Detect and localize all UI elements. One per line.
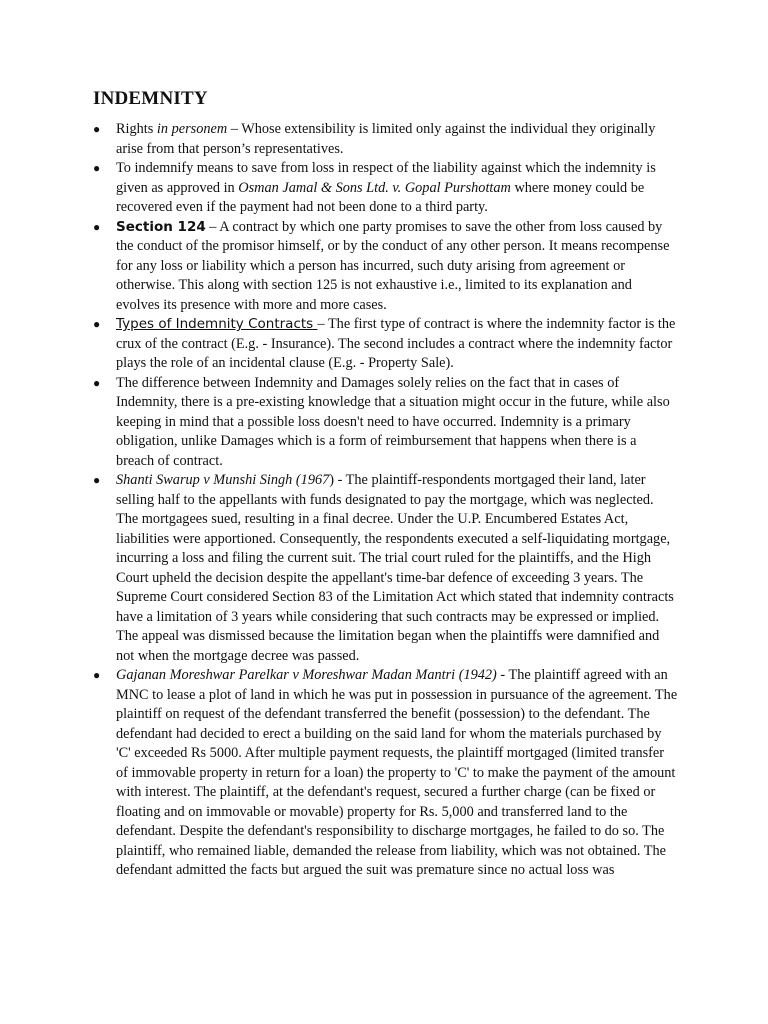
bullet-icon: ● (93, 668, 101, 682)
list-item (93, 315, 678, 374)
bullet-icon: ● (93, 122, 101, 136)
case-citation: Shanti Swarup v Munshi Singh (1967 (116, 472, 330, 488)
item-emphasis: in personem (156, 121, 228, 137)
item-text: where money could be recovered even if the payment had not been done to a third party. (116, 179, 645, 215)
item-text: ) - The plaintiff-respondents mortgaged their land, later selling half to the appellants with funds designated to pay the mortgage, which was neglected. The mortgagees sued, resulting in a final decree. Under the U.P. Encumbered Estates Act, liabilities were apportioned. Consequently, the respondents executed a self-liquidating mortgage, incurring a loss and filing the current suit. The trial court ruled for the plaintiffs, and the High Court upheld the decision despite the appellant's time-bar defence of exceeding 3 years. The Supreme Court considered Section 83 of the Limitation Act which stated that indemnity contracts have a limitation of 3 years while considering that such contracts may be expressed or implied. The appeal was dismissed because the limitation began when the plaintiffs were damnified and not when the mortgage decree was passed. (116, 472, 674, 664)
list-item (93, 374, 678, 472)
list-item (93, 218, 678, 316)
list-item (93, 471, 678, 666)
list-item (93, 120, 678, 159)
item-text: – The first type of contract is where the indemnity factor is the crux of the contract (E.g. - Insurance). The second includes a contract where the indemnity factor plays the role of an incidental clause (E.g. - Property Sale). (116, 316, 676, 371)
page-title: INDEMNITY (93, 88, 208, 109)
list-item (93, 159, 678, 218)
list-item (93, 666, 678, 881)
bullet-icon: ● (93, 317, 101, 331)
item-text: To indemnify means to save from loss in respect of the liability against which the indemnity is given as approved in (116, 160, 656, 196)
bullet-icon: ● (93, 161, 101, 175)
item-text: Rights (116, 121, 157, 137)
item-text: - The plaintiff agreed with an MNC to lease a plot of land in which he was put in possession in pursuance of the agreement. The plaintiff on request of the defendant transferred the benefit (possession) to the defendant. The defendant had decided to erect a building on the said land for whom the materials purchased by 'C' exceeded Rs 5000. After multiple payment requests, the plaintiff mortgaged (limited transfer of immovable property in return for a loan) the property to 'C' to make the payment of the amount with interest. The plaintiff, at the defendant's request, secured a further charge (can be fixed or floating and on immovable or movable) property for Rs. 5,000 and transferred land to the defendant. Despite the defendant's responsibility to discharge mortgages, he failed to do so. The plaintiff, who remained liable, demanded the release from liability, which was not obtained. The defendant admitted the facts but argued the suit was premature since no actual loss was (116, 667, 678, 878)
bullet-icon: ● (93, 219, 101, 234)
case-citation: Gajanan Moreshwar Parelkar v Moreshwar Madan Mantri (1942) (116, 667, 497, 683)
bullet-icon: ● (93, 375, 101, 390)
item-text: – A contract by which one party promises to save the other from loss caused by the conduct of the promisor himself, or by the conduct of any other person. It means recompense for any loss or liability which a person has incurred, such duty arising from agreement or otherwise. This along with section 125 is not exhaustive i.e., limited to its explanation and evolves its presence with more and more cases. (116, 218, 670, 313)
section-heading: Section 124 (116, 218, 206, 235)
case-citation: Osman Jamal & Sons Ltd. v. Gopal Purshottam (238, 179, 511, 196)
bullet-icon: ● (93, 473, 101, 487)
section-heading: Types of Indemnity Contracts (116, 316, 318, 332)
item-text: The difference between Indemnity and Damages solely relies on the fact that in cases of Indemnity, there is a pre-existing knowledge that a situation might occur in the future, while also keeping in mind that a possible loss doesn't need to have occurred. Indemnity is a primary obligation, unlike Damages which is a form of reimbursement that happens when there is a breach of contract. (116, 374, 670, 469)
item-text: – Whose extensibility is limited only against the individual they originally arise from that person’s representatives. (116, 121, 656, 157)
bullet-list (93, 120, 678, 881)
